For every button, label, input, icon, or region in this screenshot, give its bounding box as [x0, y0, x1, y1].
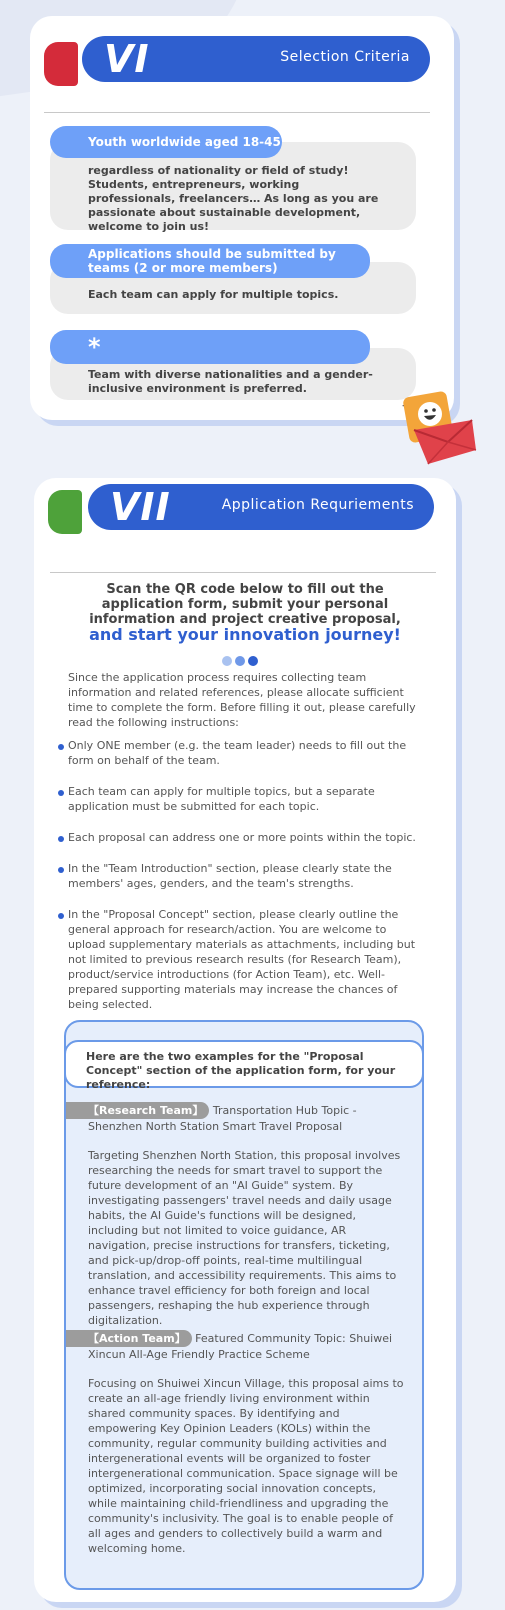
examples-heading: Here are the two examples for the "Proposal Concept" section of the application form, for your reference: — [64, 1040, 424, 1088]
example-title-text: Featured Community Topic: Shuiwei Xincun All-Age Friendly Practice Scheme — [88, 1332, 393, 1361]
section-title: Application Requriements — [221, 497, 414, 513]
section-tab-green — [48, 490, 82, 534]
action-team-tag: 【Action Team】 — [66, 1330, 192, 1347]
intro-text: Since the application process requires collecting team information and related references, please allocate sufficient time to complete the form. Before filling it out, please carefully read the following instructions: — [68, 671, 416, 729]
instruction-item: Only ONE member (e.g. the team leader) needs to fill out the form on behalf of the team. — [68, 739, 407, 767]
divider — [50, 572, 436, 573]
dot — [235, 656, 245, 666]
bullet-dot — [58, 913, 64, 919]
criterion-heading: Applications should be submitted by teams (2 or more members) — [50, 244, 370, 278]
criterion-diversity — [50, 330, 416, 400]
bullet-dot — [58, 867, 64, 873]
section-header — [30, 36, 454, 82]
example-research-text: Targeting Shenzhen North Station, this proposal involves researching the needs for smart travel to support the future development of an "AI Guide" system. By investigating passengers' travel needs and daily usage habits, the AI Guide's functions will be designed, including but not limited to voice guidance, AR navigation, precise instructions for transfers, ticketing, and pick-up/drop-off points, real-time multilingual translation, and accessibility requirements. This aims to enhance travel efficiency for both foreign and local passengers, reshaping the hub experience through digitalization. — [88, 1149, 401, 1327]
section-tab-red — [44, 42, 78, 86]
section-title: Selection Criteria — [280, 49, 410, 65]
criterion-body: regardless of nationality or field of study! Students, entrepreneurs, working professionals, freelancers… As long as you are passionate about sustainable development, welcome to join us! — [50, 142, 416, 230]
bullet-dot — [58, 790, 64, 796]
example-research-title — [88, 1102, 408, 1134]
examples-box — [64, 1020, 424, 1590]
instruction-item: In the "Proposal Concept" section, please clearly outline the general approach for research/action. You are welcome to upload supplementary materials as attachments, including but not limited to previous research results (for Research Team), product/service introductions (for Action Team), etc. Well-prepared supporting materials may increase the chances of being selected. — [68, 908, 416, 1011]
instruction-item: Each team can apply for multiple topics, but a separate application must be submitted for each topic. — [68, 785, 375, 813]
scan-highlight: and start your innovation journey! — [89, 625, 401, 644]
criterion-body: Team with diverse nationalities and a gender-inclusive environment is preferred. — [50, 348, 416, 400]
section-number: VII — [110, 485, 171, 529]
instruction-item: Each proposal can address one or more points within the topic. — [68, 831, 416, 844]
divider — [44, 112, 430, 113]
criterion-teams — [50, 244, 416, 316]
selection-criteria-card — [30, 16, 454, 420]
section-header — [34, 484, 456, 530]
bullet-dot — [58, 744, 64, 750]
asterisk-heading: * — [50, 330, 370, 364]
dot — [222, 656, 232, 666]
application-requirements-card — [34, 478, 456, 1602]
research-team-tag: 【Research Team】 — [66, 1102, 209, 1119]
dot — [248, 656, 258, 666]
instruction-item: In the "Team Introduction" section, please clearly state the members' ages, genders, and the team's strengths. — [68, 862, 392, 890]
criterion-age — [50, 126, 416, 232]
bullet-dot — [58, 836, 64, 842]
example-title-text: Transportation Hub Topic - Shenzhen North Station Smart Travel Proposal — [88, 1104, 357, 1133]
mail-mascot-icon — [392, 384, 478, 470]
scan-instructions: Scan the QR code below to fill out the application form, submit your personal information and project creative proposal, — [89, 582, 401, 627]
example-action-title — [88, 1330, 408, 1362]
section-pill — [82, 36, 430, 82]
criterion-heading: Youth worldwide aged 18-45 — [50, 126, 282, 158]
section-number: VI — [104, 37, 150, 81]
example-action-text: Focusing on Shuiwei Xincun Village, this proposal aims to create an all-age friendly living environment within shared community spaces. By identifying and empowering Key Opinion Leaders (KOLs) within the community, regular community building activities and intergenerational events will be organized to foster intergenerational communication. Space signage will be optimized, incorporating social innovation concepts, while maintaining child-friendliness and upgrading the community's inclusivity. The goal is to enable people of all ages and genders to collectively build a warm and welcoming home. — [88, 1377, 404, 1555]
criterion-body: Each team can apply for multiple topics. — [50, 262, 416, 314]
section-pill — [88, 484, 434, 530]
